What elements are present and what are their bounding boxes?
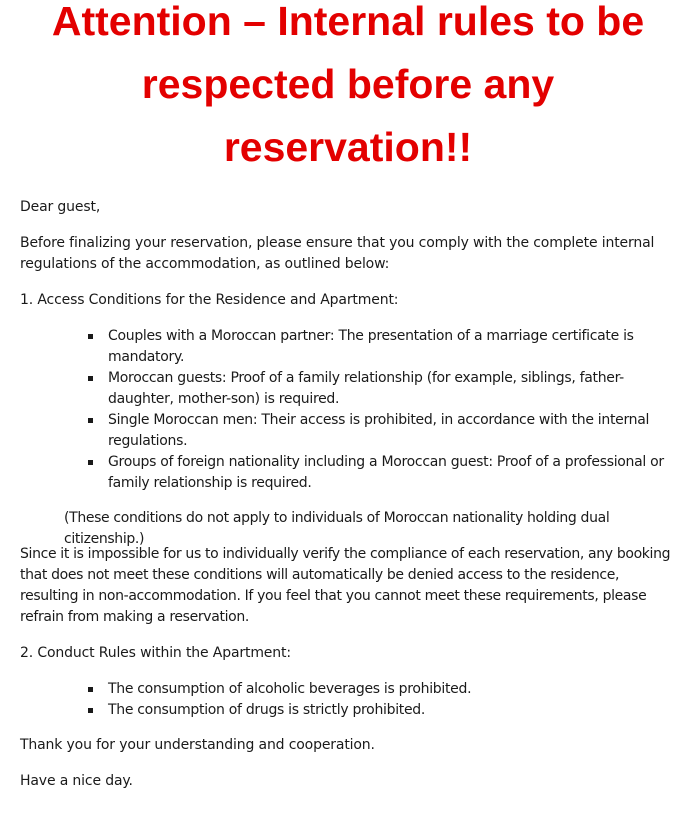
bullet-icon <box>88 334 93 339</box>
list-item-text: Couples with a Moroccan partner: The presentation of a marriage certificate is mandatory. <box>108 328 634 365</box>
warning-paragraph: Since it is impossible for us to individually verify the compliance of each reservation, any booking that does not meet these conditions will automatically be denied access to the residence, resulting in non-accommodation. If you feel that you cannot meet these requirements, please refrain from making a reservation. <box>20 546 671 625</box>
section-1-list <box>0 326 696 494</box>
section-2-list <box>0 679 696 721</box>
list-item <box>0 452 696 494</box>
title-line-3: reservation!! <box>223 124 473 170</box>
dual-citizenship-note: (These conditions do not apply to individuals of Moroccan nationality holding dual citizenship.) <box>64 510 610 547</box>
section-2-heading: 2. Conduct Rules within the Apartment: <box>20 645 291 661</box>
title-line-2: respected before any <box>141 61 555 107</box>
title-line-1: Attention – Internal rules to be <box>51 0 645 44</box>
list-item-text: Groups of foreign nationality including a Moroccan guest: Proof of a professional or family relationship is required. <box>108 454 664 491</box>
list-item-text: Single Moroccan men: Their access is prohibited, in accordance with the internal regulations. <box>108 412 650 449</box>
thanks-paragraph: Thank you for your understanding and cooperation. <box>20 737 375 753</box>
list-item-text: Moroccan guests: Proof of a family relationship (for example, siblings, father-daughter, mother-son) is required. <box>108 370 624 407</box>
closing-paragraph: Have a nice day. <box>20 773 133 789</box>
section-1-heading: 1. Access Conditions for the Residence and Apartment: <box>20 292 399 308</box>
bullet-icon <box>88 418 93 423</box>
list-item <box>0 368 696 410</box>
bullet-icon <box>88 687 93 692</box>
bullet-icon <box>88 708 93 713</box>
page-title <box>0 0 696 179</box>
bullet-icon <box>88 460 93 465</box>
list-item-text: The consumption of alcoholic beverages is prohibited. <box>108 681 472 697</box>
list-item <box>0 700 696 721</box>
bullet-icon <box>88 376 93 381</box>
intro-paragraph: Before finalizing your reservation, please ensure that you comply with the complete internal regulations of the accommodation, as outlined below: <box>20 235 655 272</box>
list-item <box>0 679 696 700</box>
list-item <box>0 326 696 368</box>
list-item-text: The consumption of drugs is strictly prohibited. <box>108 702 426 718</box>
greeting: Dear guest, <box>20 199 101 215</box>
list-item <box>0 410 696 452</box>
